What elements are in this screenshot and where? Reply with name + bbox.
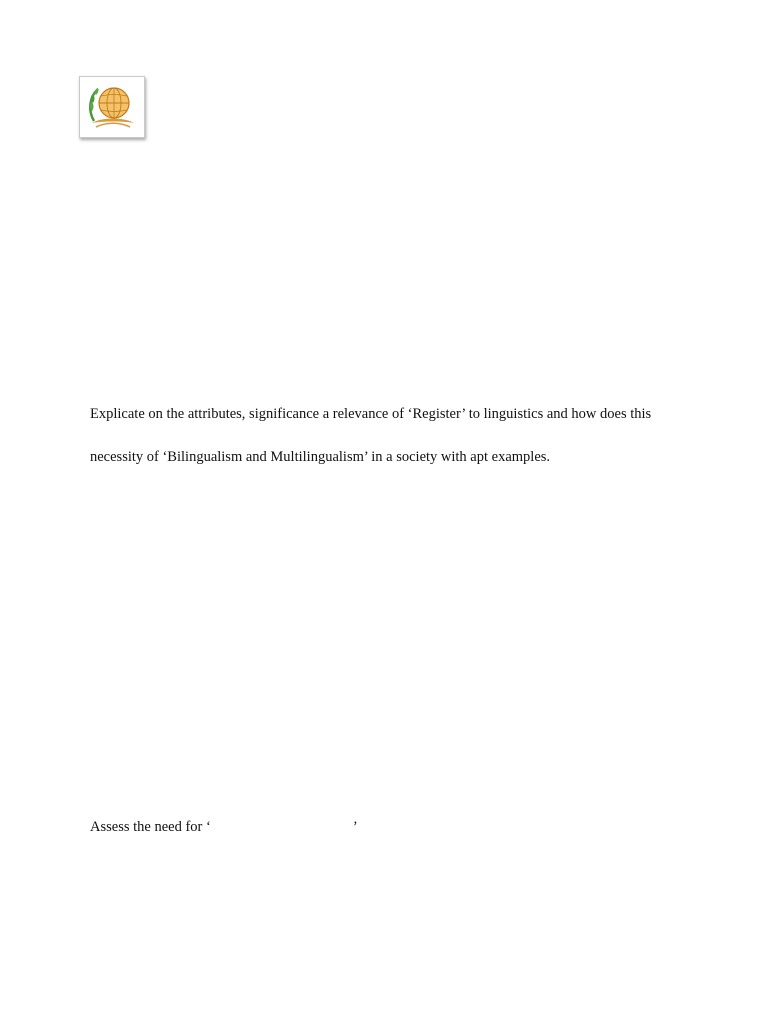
logo [79, 76, 145, 138]
question-2-suffix: ’ [352, 819, 358, 835]
question-1-line-1: Explicate on the attributes, significance a relevance of ‘Register’ to linguistics and how does this [90, 406, 652, 422]
globe-emblem-icon [84, 81, 140, 133]
question-1-line-2: necessity of ‘Bilingualism and Multilingualism’ in a society with apt examples. [90, 449, 551, 465]
question-2 [90, 817, 358, 837]
question-2-prefix: Assess the need for ‘ [90, 819, 211, 835]
